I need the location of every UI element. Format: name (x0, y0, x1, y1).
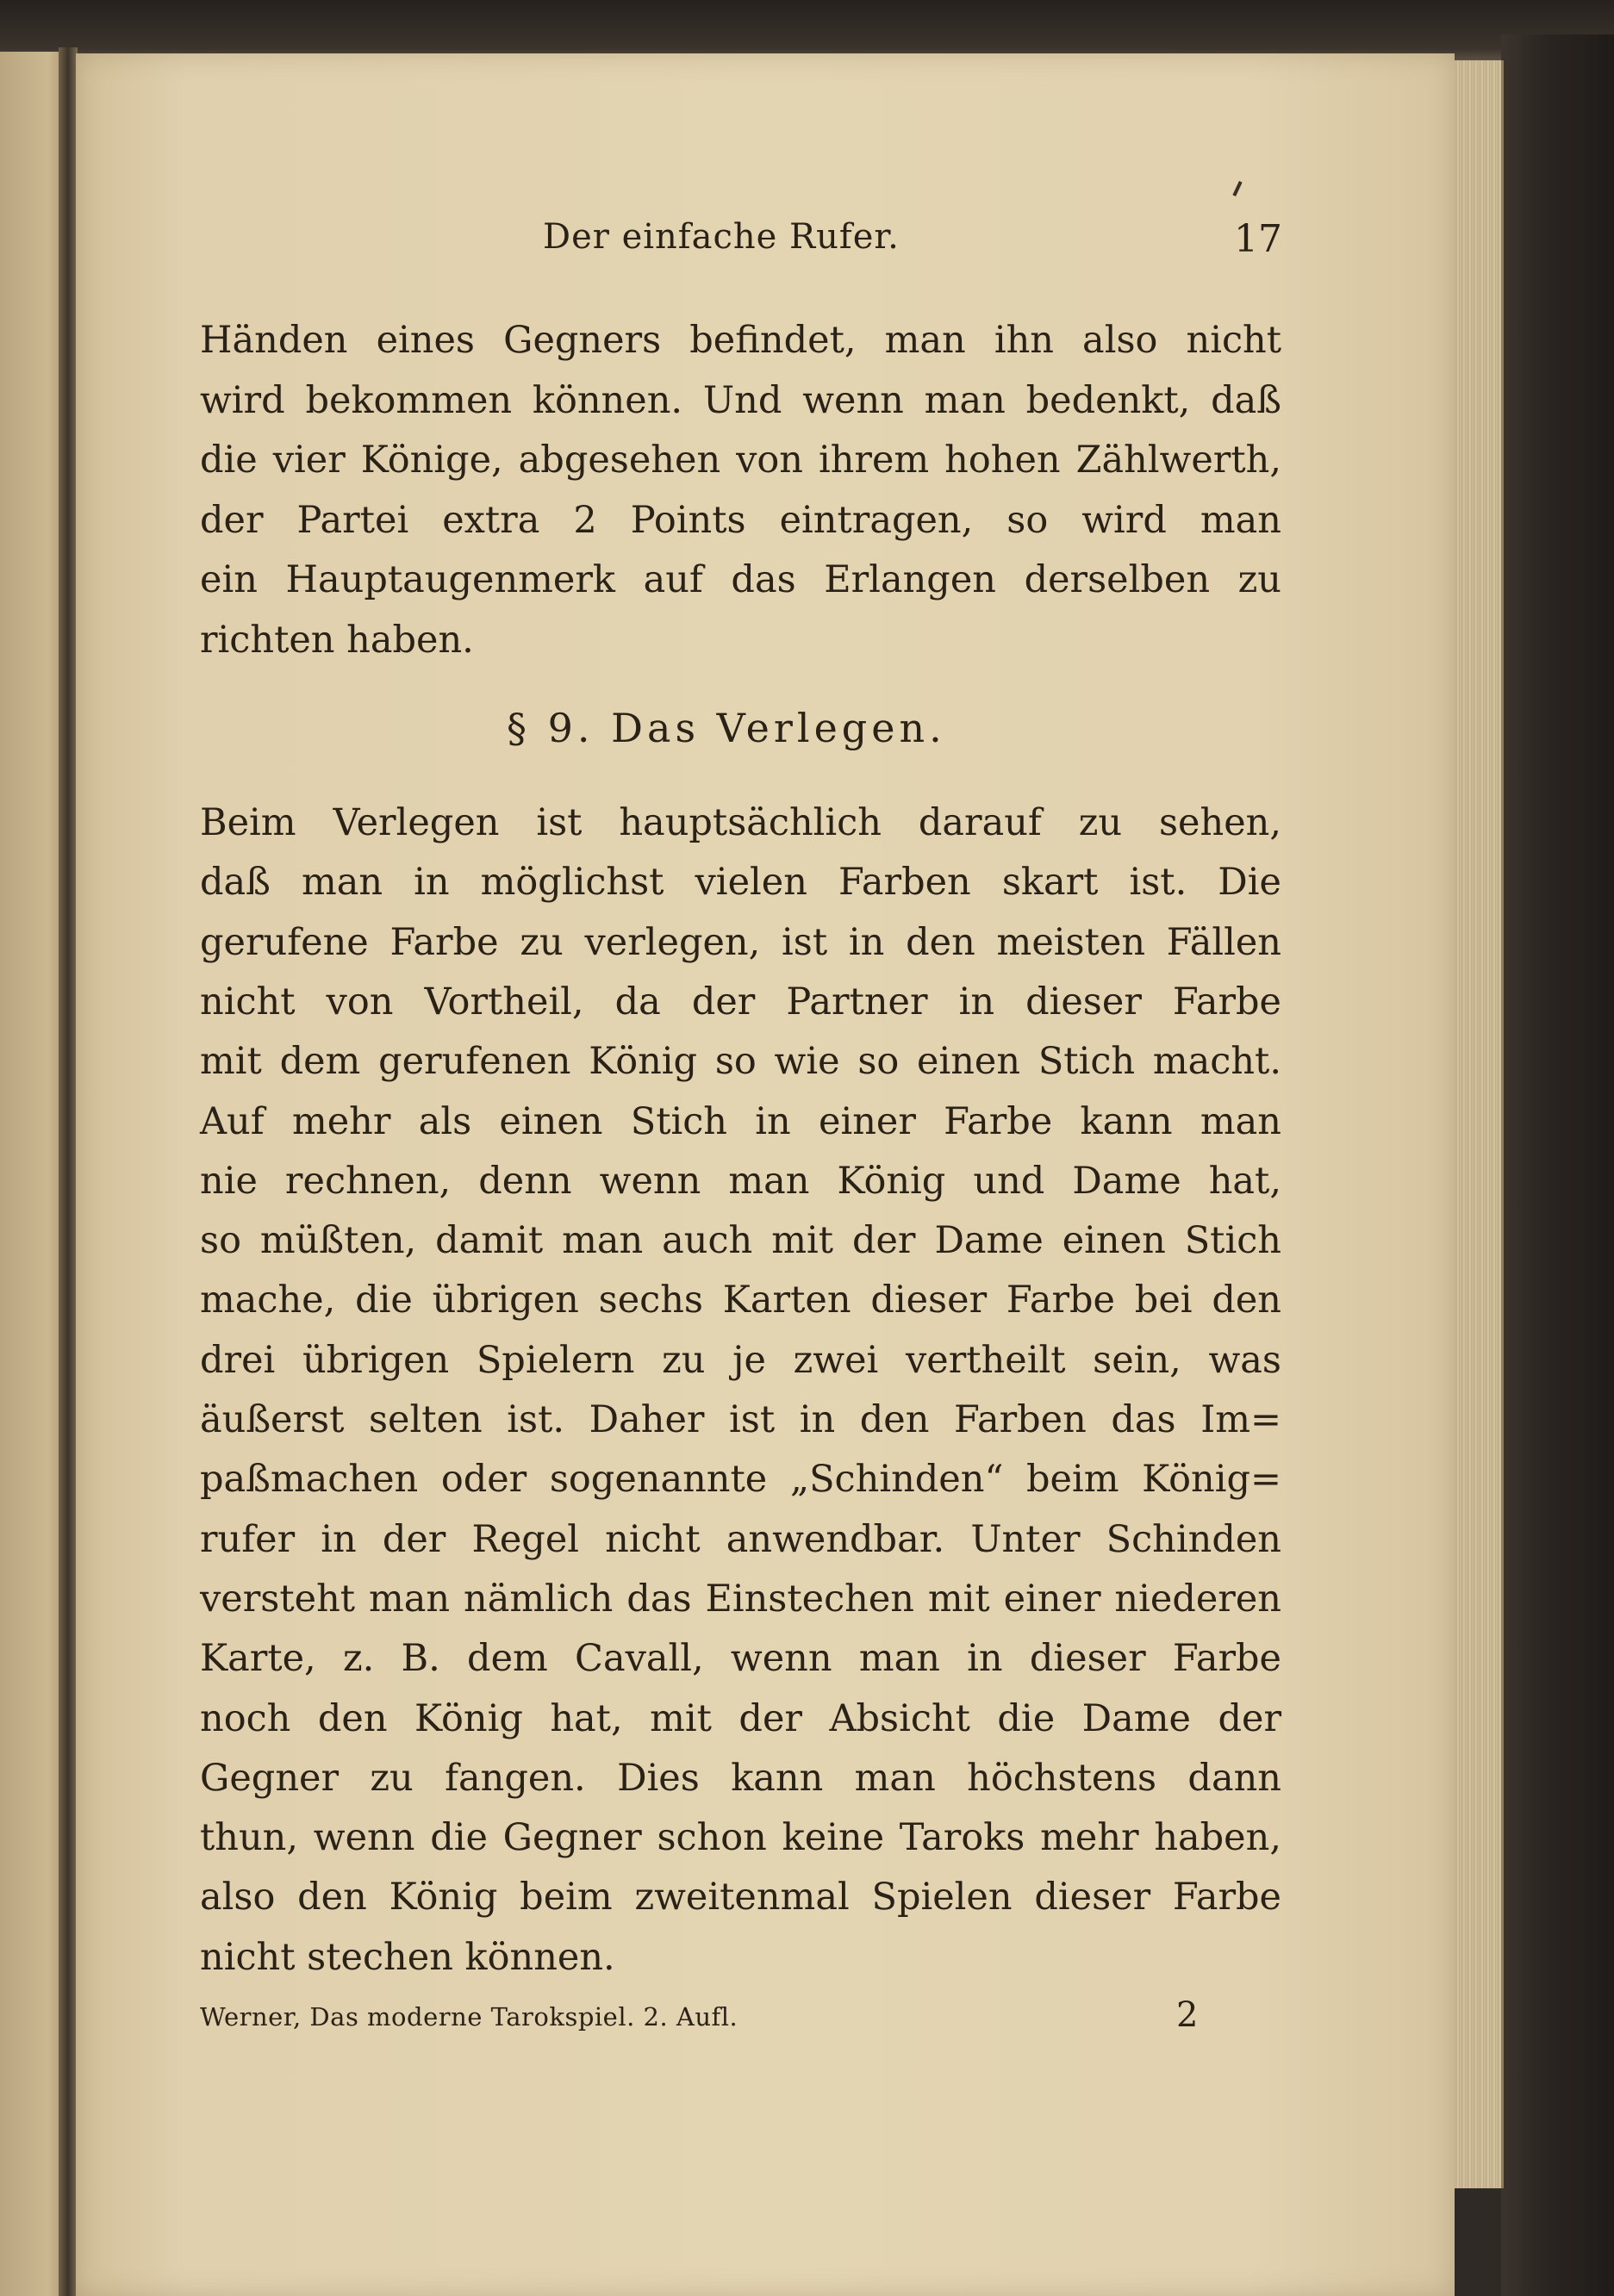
page-edges (1448, 60, 1504, 2188)
text-line: äußerst selten ist. Daher ist in den Farben das Im= (200, 1398, 1281, 1441)
text-line: noch den König hat, mit der Absicht die Dame der (200, 1696, 1281, 1740)
text-line: versteht man nämlich das Einstechen mit einer niederen (200, 1577, 1281, 1621)
section-heading: § 9. Das Verlegen. (507, 705, 946, 751)
text-line: richten haben. (200, 618, 474, 662)
text-line: nicht von Vortheil, da der Partner in dieser Farbe (200, 980, 1281, 1024)
text-line: Auf mehr als einen Stich in einer Farbe kann man (200, 1099, 1281, 1143)
text-line: mache, die übrigen sechs Karten dieser Farbe bei den (200, 1279, 1281, 1322)
text-line: wird bekommen können. Und wenn man bedenkt, daß (200, 378, 1281, 422)
page-number: 17 (1234, 217, 1282, 261)
book-gutter (59, 47, 78, 2296)
text-line: daß man in möglichst vielen Farben skart ist. Die (200, 861, 1281, 905)
text-line: Gegner zu fangen. Dies kann man höchstens dann (200, 1756, 1281, 1800)
text-line: die vier Könige, abgesehen von ihrem hohen Zählwerth, (200, 439, 1281, 482)
text-line: also den König beim zweitenmal Spielen dieser Farbe (200, 1876, 1281, 1920)
text-line: der Partei extra 2 Points eintragen, so wird man (200, 498, 1281, 542)
signature-number: 2 (1176, 1995, 1199, 2035)
text-line: rufer in der Regel nicht anwendbar. Unter Schinden (200, 1517, 1281, 1561)
text-line: nie rechnen, denn wenn man König und Dame hat, (200, 1159, 1281, 1203)
text-line: gerufene Farbe zu verlegen, ist in den meisten Fällen (200, 920, 1281, 964)
book-cover-top (0, 0, 1614, 60)
text-line: ein Hauptaugenmerk auf das Erlangen derselben zu (200, 558, 1281, 601)
text-line: paßmachen oder sogenannte „Schinden“ beim König= (200, 1458, 1281, 1502)
text-line: Beim Verlegen ist hauptsächlich darauf zu sehen, (200, 801, 1281, 844)
text-line: Händen eines Gegners befindet, man ihn also nicht (200, 319, 1281, 362)
text-line: drei übrigen Spielern zu je zwei vertheilt sein, was (200, 1338, 1281, 1382)
text-line: mit dem gerufenen König so wie so einen Stich macht. (200, 1040, 1281, 1084)
book-cover-right (1501, 34, 1614, 2296)
footer-signature: Werner, Das moderne Tarokspiel. 2. Aufl. (200, 2002, 738, 2032)
text-line: Karte, z. B. dem Cavall, wenn man in dieser Farbe (200, 1637, 1281, 1681)
text-line: thun, wenn die Gegner schon keine Taroks mehr haben, (200, 1816, 1281, 1860)
text-line: nicht stechen können. (200, 1935, 615, 1979)
text-line: so müßten, damit man auch mit der Dame einen Stich (200, 1219, 1281, 1263)
running-head: Der einfache Rufer. (543, 217, 900, 257)
